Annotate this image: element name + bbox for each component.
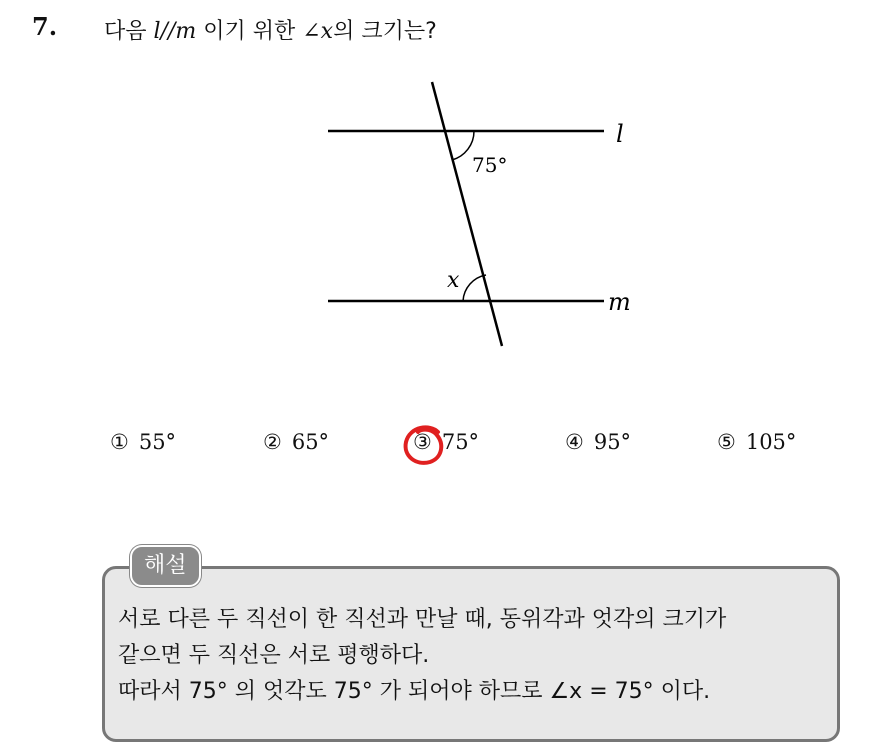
question-number: 7.: [32, 12, 58, 41]
choice-1-value: 55°: [138, 430, 177, 454]
choice-5-value: 105°: [745, 430, 797, 454]
explanation-text: [118, 602, 828, 710]
selected-answer-circle-icon: [400, 420, 450, 470]
explanation-line-1: 서로 다른 두 직선이 한 직선과 만날 때, 동위각과 엇각의 크기가: [118, 607, 727, 632]
line-m-label: m: [608, 288, 631, 316]
angle-75-label: 75°: [472, 153, 508, 177]
choice-2[interactable]: [263, 430, 329, 454]
question-text-after: 의 크기는?: [333, 19, 437, 44]
angle-expression: ∠x: [302, 19, 334, 44]
choice-5[interactable]: [717, 430, 796, 454]
angle-x-arc: [463, 275, 486, 301]
angle-75-arc: [452, 131, 474, 160]
choice-3-mark: ③: [413, 430, 432, 454]
answer-circle-stroke: [406, 427, 442, 462]
parallel-expression: l//m: [153, 19, 197, 44]
choice-2-mark: ②: [263, 430, 282, 454]
explanation-tag: 해설: [130, 545, 201, 587]
angle-x-label: x: [447, 268, 460, 293]
transversal-line: [432, 82, 502, 346]
explanation-line-2: 같으면 두 직선은 서로 평행하다.: [118, 643, 430, 668]
choice-4-value: 95°: [593, 430, 632, 454]
question-text-middle: 이기 위한: [196, 19, 303, 44]
choice-2-value: 65°: [291, 430, 330, 454]
choice-1[interactable]: [110, 430, 176, 454]
choice-5-mark: ⑤: [717, 430, 736, 454]
choice-1-mark: ①: [110, 430, 129, 454]
explanation-line-3: 따라서 75° 의 엇각도 75° 가 되어야 하므로 ∠x = 75° 이다.: [118, 679, 711, 704]
line-l-label: l: [616, 120, 624, 148]
choice-3-value: 75°: [441, 430, 480, 454]
choice-4-mark: ④: [565, 430, 584, 454]
question-text-before: 다음: [104, 19, 154, 44]
choice-4[interactable]: [565, 430, 631, 454]
